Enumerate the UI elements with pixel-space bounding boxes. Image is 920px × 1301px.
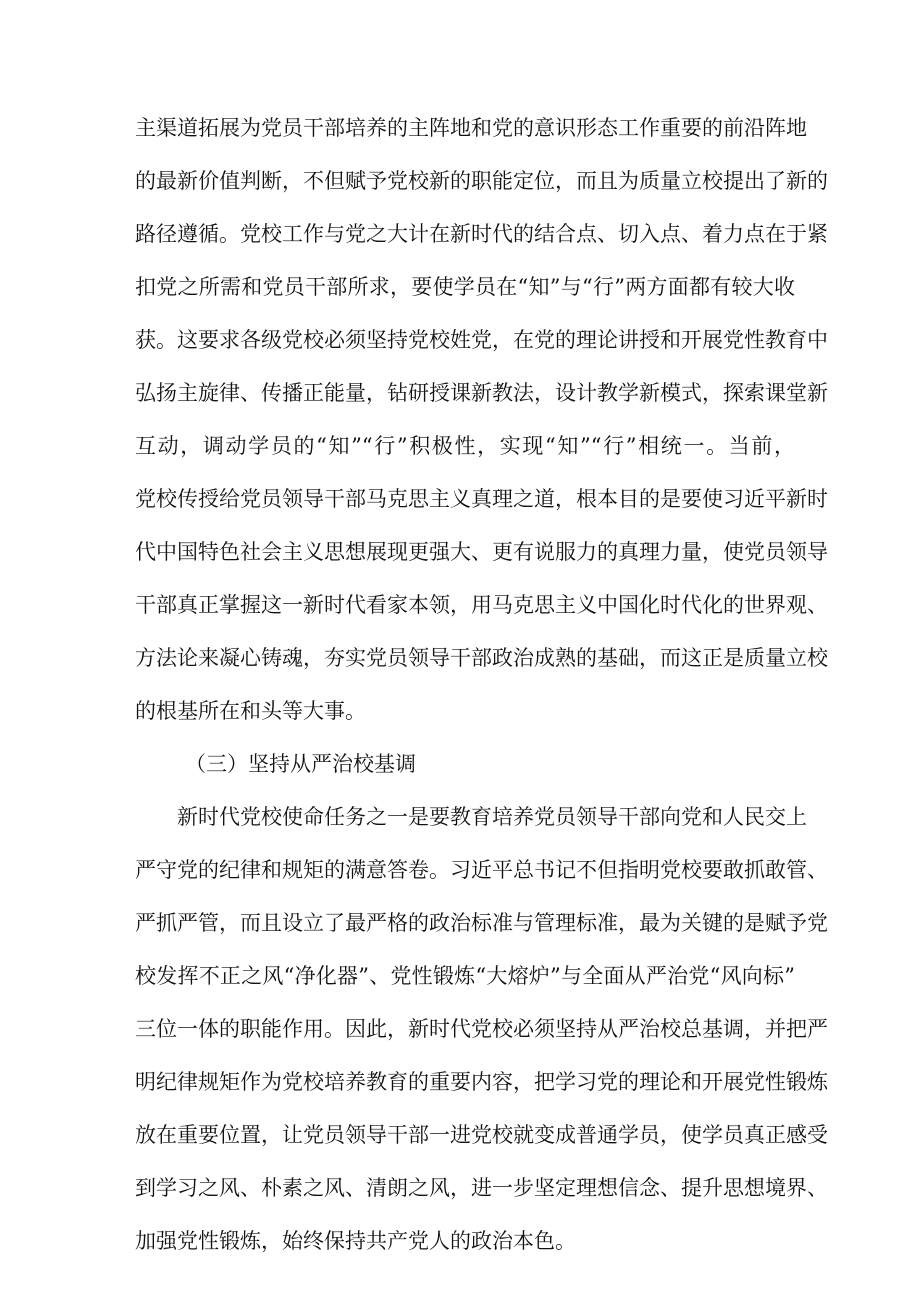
text-line: 干部真正掌握这一新时代看家本领，用马克思主义中国化时代化的世界观、 [135,593,828,617]
text-line: 的最新价值判断，不但赋予党校新的职能定位，而且为质量立校提出了新的 [135,169,828,193]
text-line: 的根基所在和头等大事。 [135,699,366,723]
text-line: 路径遵循。党校工作与党之大计在新时代的结合点、切入点、着力点在于紧 [135,222,828,246]
text-line: 主渠道拓展为党员干部培养的主阵地和党的意识形态工作重要的前沿阵地 [135,116,807,140]
text-line: 方法论来凝心铸魂，夯实党员领导干部政治成熟的基础，而这正是质量立校 [135,646,828,670]
text-line: 严守党的纪律和规矩的满意答卷。习近平总书记不但指明党校要敢抓敢管、 [135,858,828,882]
text-line: 加强党性锻炼，始终保持共产党人的政治本色。 [135,1229,576,1253]
text-line: 弘扬主旋律、传播正能量，钻研授课新教法，设计教学新模式，探索课堂新 [135,381,828,405]
section-heading: （三）坚持从严治校基调 [185,752,416,776]
text-line: 代中国特色社会主义思想展现更强大、更有说服力的真理力量，使党员领导 [135,540,828,564]
text-line: 明纪律规矩作为党校培养教育的重要内容，把学习党的理论和开展党性锻炼 [135,1070,828,1094]
text-line: 互动，调动学员的“知”“行”积极性，实现“知”“行”相统一。当前， [135,434,795,458]
text-line: 扣党之所需和党员干部所求，要使学员在“知”与“行”两方面都有较大收 [135,275,795,299]
text-line: 校发挥不正之风“净化器”、党性锻炼“大熔炉”与全面从严治党“风向标” [135,964,795,988]
text-line: 放在重要位置，让党员领导干部一进党校就变成普通学员，使学员真正感受 [135,1123,828,1147]
text-line: 新时代党校使命任务之一是要教育培养党员领导干部向党和人民交上 [177,805,807,829]
text-line: 到学习之风、朴素之风、清朗之风，进一步坚定理想信念、提升思想境界、 [135,1176,828,1200]
text-line: 严抓严管，而且设立了最严格的政治标准与管理标准，最为关键的是赋予党 [135,911,828,935]
text-line: 三位一体的职能作用。因此，新时代党校必须坚持从严治校总基调，并把严 [135,1017,828,1041]
text-line: 党校传授给党员领导干部马克思主义真理之道，根本目的是要使习近平新时 [135,487,828,511]
text-line: 获。这要求各级党校必须坚持党校姓党，在党的理论讲授和开展党性教育中 [135,328,828,352]
